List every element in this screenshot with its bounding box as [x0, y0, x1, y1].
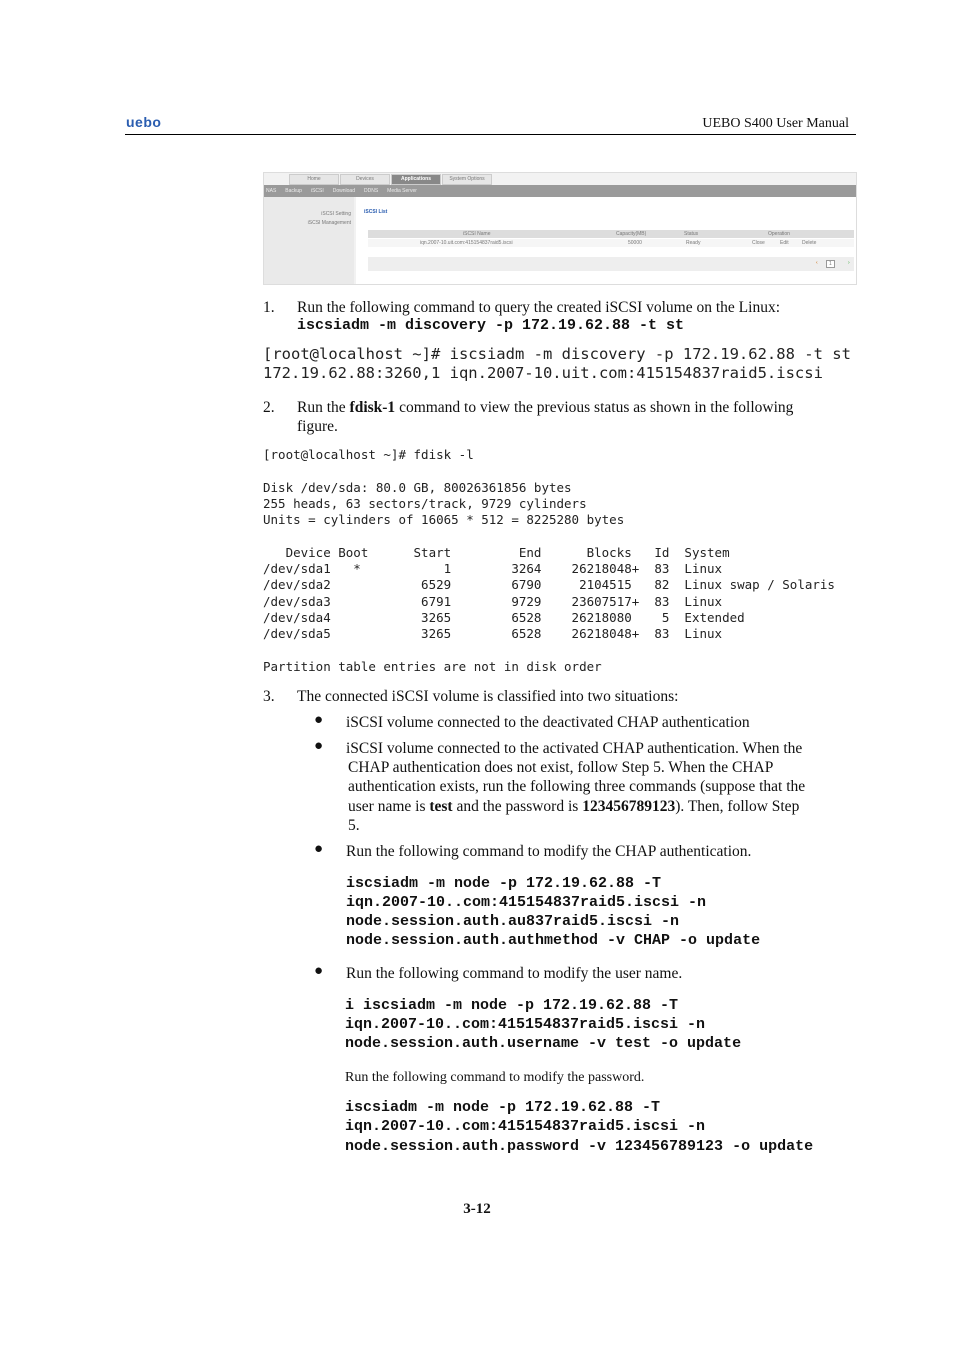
subtab-iscsi: iSCSI [310, 188, 324, 194]
subtab-backup: Backup [285, 188, 302, 194]
row-status: Ready [686, 240, 701, 246]
table-row [368, 239, 854, 247]
bullet-modify-username: Run the following command to modify the user name. [346, 965, 683, 982]
top-tabs [289, 174, 492, 185]
password-command-l2: iqn.2007-10..com:415154837raid5.iscsi -n [345, 1118, 706, 1135]
page-select: 1 [826, 260, 835, 268]
col-name: iSCSI Name [463, 231, 491, 237]
bullet-activated-chap-l2: CHAP authentication does not exist, follow Step 5. When the CHAP [348, 759, 774, 776]
chap-command-l2: iqn.2007-10..com:415154837raid5.iscsi -n [346, 894, 707, 911]
bullet-icon: ● [314, 712, 324, 728]
step-2-post: command to view the previous status as shown in the following [395, 399, 794, 416]
l4-pre: user name is [348, 798, 430, 815]
col-operation: Operation [768, 231, 790, 237]
step-1-number: 1. [263, 299, 275, 316]
chap-command-l4: node.session.auth.authmethod -v CHAP -o update [346, 932, 761, 949]
step-2-cmd: fdisk-1 [349, 399, 396, 416]
bullet-deactivated-chap: iSCSI volume connected to the deactivated CHAP authentication [346, 714, 750, 731]
col-status: Status [684, 231, 699, 237]
subtab-nas: NAS [266, 188, 277, 194]
chap-command-l3: node.session.auth.au837raid5.iscsi -n [346, 913, 680, 930]
step-2-pre: Run the [297, 399, 350, 416]
pager [368, 257, 854, 271]
step-2-number: 2. [263, 399, 275, 416]
bullet-activated-chap-l3: authentication exists, run the following three commands (suppose that the [348, 778, 806, 795]
bullet-activated-chap-l1: iSCSI volume connected to the activated CHAP authentication. When the [346, 740, 803, 757]
col-capacity: Capacity(MB) [616, 231, 647, 237]
next-icon: › [848, 260, 850, 266]
step-3-number: 3. [263, 688, 275, 705]
menu-iscsi-management: iSCSI Management [307, 220, 351, 226]
page-number: 3-12 [463, 1201, 491, 1217]
l4-pass: 123456789123 [582, 798, 676, 815]
l4-post: ). Then, follow Step [675, 798, 800, 815]
l4-user: test [429, 798, 453, 815]
chap-command-l1: iscsiadm -m node -p 172.19.62.88 -T [346, 875, 662, 892]
subtab-media-server: Media Server [387, 188, 417, 194]
row-name: iqn.2007-10.uit.com:415154837raid5.iscsi [420, 240, 513, 246]
password-command-l1: iscsiadm -m node -p 172.19.62.88 -T [345, 1099, 661, 1116]
menu-iscsi-setting: iSCSI Setting [321, 211, 351, 217]
subtab-download: Download [332, 188, 355, 194]
discovery-terminal: [root@localhost ~]# iscsiadm -m discovery -p 172.19.62.88 -t st 172.19.62.88:3260,1 iqn.2007-10.uit.com:415154837raid5.iscsi [263, 345, 851, 382]
step-1-command: iscsiadm -m discovery -p 172.19.62.88 -t st [297, 317, 685, 334]
bullet-icon: ● [314, 841, 324, 857]
username-command-l3: node.session.auth.username -v test -o update [345, 1035, 742, 1052]
bullet-activated-chap-l4 [348, 797, 799, 816]
sub-tabs [264, 185, 856, 197]
iscsi-screenshot [263, 172, 857, 285]
l4-mid: and the password is [452, 798, 583, 815]
tab-applications: Applications [391, 174, 441, 185]
step-3-text: The connected iSCSI volume is classified into two situations: [297, 688, 679, 705]
tab-system-options: System Options [442, 174, 492, 185]
password-command-l3: node.session.auth.password -v 123456789123 -o update [345, 1138, 814, 1155]
close-button: Close [752, 240, 765, 246]
row-capacity: 50000 [628, 240, 642, 246]
step-2-text [297, 398, 793, 417]
tab-home: Home [289, 174, 339, 185]
iscsi-list-panel [356, 197, 856, 284]
bullet-activated-chap-l5: 5. [348, 817, 360, 834]
brand-logo: uebo [126, 114, 162, 130]
edit-button: Edit [780, 240, 789, 246]
step-2-text-line2: figure. [297, 418, 338, 435]
tab-devices: Devices [340, 174, 390, 185]
prev-icon: ‹ [816, 260, 818, 266]
delete-button: Delete [802, 240, 817, 246]
fdisk-terminal: [root@localhost ~]# fdisk -l Disk /dev/sda: 80.0 GB, 80026361856 bytes 255 heads, 63 sectors/track, 9729 cylinders Units = cylinders of 16065 * 512 = 8225280 bytes Device Boot Start End Blocks Id System /dev/sda1 * 1 3264 26218048+ 83 Linux /dev/sda2 6529 6790 2104515 82 Linux swap / Solaris /dev/sda3 6791 9729 23607517+ 83 Linux /dev/sda4 3265 6528 26218080 5 Extended /dev/sda5 3265 6528 26218048+ 83 Linux Partition table entries are not in disk order [263, 447, 835, 674]
manual-title: UEBO S400 User Manual [702, 116, 849, 131]
left-menu [264, 197, 354, 284]
iscsi-list-title: iSCSI List [364, 209, 388, 215]
subtab-ddns: DDNS [364, 188, 379, 194]
step-1-text: Run the following command to query the created iSCSI volume on the Linux: [297, 299, 780, 316]
modify-password-text: Run the following command to modify the password. [345, 1070, 645, 1085]
username-command-l1: i iscsiadm -m node -p 172.19.62.88 -T [345, 997, 679, 1014]
table-header [368, 230, 854, 238]
bullet-icon: ● [314, 963, 324, 979]
header-divider [125, 134, 856, 135]
username-command-l2: iqn.2007-10..com:415154837raid5.iscsi -n [345, 1016, 706, 1033]
bullet-modify-chap: Run the following command to modify the CHAP authentication. [346, 843, 752, 860]
bullet-icon: ● [314, 738, 324, 754]
